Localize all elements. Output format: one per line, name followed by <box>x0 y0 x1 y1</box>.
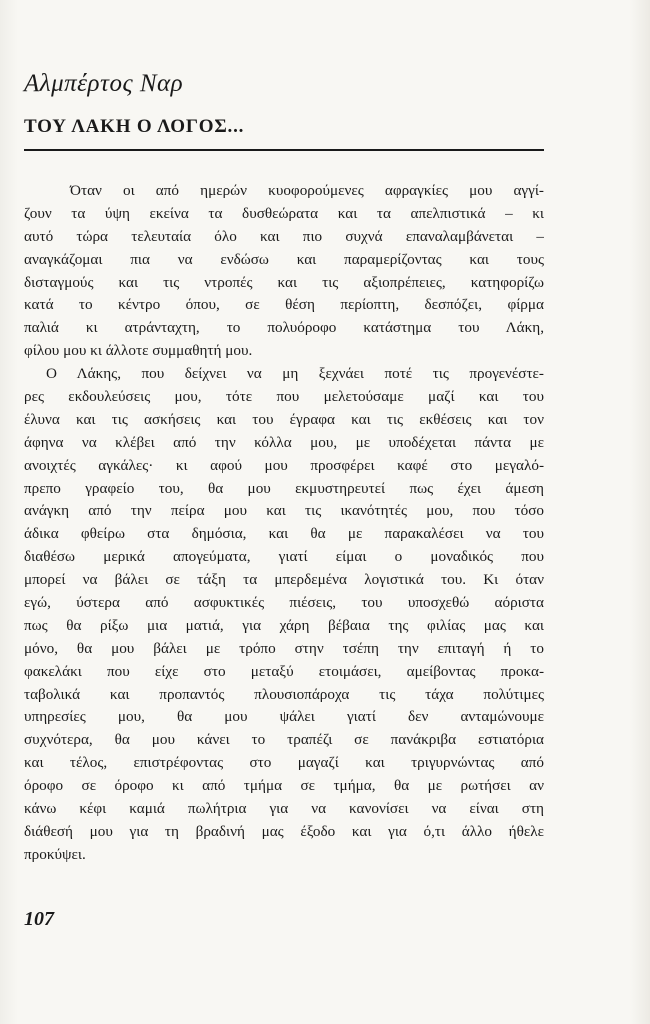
text-line: ανάγκη από την πείρα μου και τις ικανότητές μου, που τόσο <box>24 502 544 520</box>
text-line: έλυνα και τις ασκήσεις και του έγραφα και τις εκθέσεις και τον <box>24 410 544 428</box>
text-line: Όταν οι από ημερών κυοφορούμενες αφραγκίες μου αγγί- <box>70 182 544 199</box>
body-text <box>24 180 544 867</box>
text-line: ανοιχτές αγκάλες· κι αφού μου προσφέρει καφέ στο μεγαλό- <box>24 456 544 474</box>
text-line: άφηνα να κλέβει από την κόλλα μου, με υποδέχεται πάντα με <box>24 433 544 451</box>
text-line: πρεπο γραφείο του, θα μου εκμυστηρευτεί πως έχει άμεση <box>24 479 544 497</box>
text-line: φακελάκι που είχε στο μεταξύ ετοιμάσει, αμείβοντας προκα- <box>24 662 544 680</box>
text-line: διάθεσή μου για τη βραδινή μας έξοδο και για ό,τι άλλο ήθελε <box>24 822 544 840</box>
text-line: άδικα φθείρω στα δημόσια, και θα με παρακαλέσει να του <box>24 525 544 543</box>
chapter-title: ΤΟΥ ΛΑΚΗ Ο ΛΟΓΟΣ... <box>24 116 245 137</box>
text-line: διαθέσω μερικά απογεύματα, γιατί είμαι ο μοναδικός που <box>24 548 544 566</box>
text-line: υπηρεσίες μου, θα μου ψάλει γιατί δεν ανταμώνουμε <box>24 708 544 726</box>
text-line: αναγκάζομαι πια να ενδώσω και παραμερίζοντας και τους <box>24 250 544 268</box>
text-line: φίλου μου κι άλλοτε συμμαθητή μου. <box>24 342 253 360</box>
text-line: ρες εκδουλεύσεις μου, τότε που μελετούσαμε μαζί και του <box>24 388 544 406</box>
text-line: πως θα ρίξω μια ματιά, για χάρη βέβαια της φιλίας μας και <box>24 616 544 634</box>
text-line: ζουν τα ύψη εκείνα τα δυσθεώρατα και τα απελπιστικά – κι <box>24 204 544 222</box>
text-line: Ο Λάκης, που δείχνει να μη ξεχνάει ποτέ τις προγενέστε- <box>46 365 544 383</box>
text-line: κατά το κέντρο όπου, σε θέση περίοπτη, δεσπόζει, φίρμα <box>24 296 544 314</box>
text-line: και τέλος, επιστρέφοντας στο μαγαζί και τριγυρνώντας από <box>24 754 544 772</box>
text-line: κάνω κέφι καμιά πωλήτρια για να κανονίσει να είναι στη <box>24 800 544 818</box>
text-line: μόνο, θα μου βάλει με τρόπο στην τσέπη την επιταγή ή το <box>24 639 544 657</box>
page-number: 107 <box>24 908 54 930</box>
text-line: αυτό τώρα τελευταία όλο και πιο συχνά επαναλαμβάνεται – <box>24 227 544 245</box>
title-divider <box>24 149 544 151</box>
text-line: δισταγμούς και τις ντροπές και τις αξιοπρέπειες, κατηφορίζω <box>24 273 544 291</box>
text-line: εγώ, ύστερα από ασφυκτικές πιέσεις, του υποσχεθώ αόριστα <box>24 594 544 612</box>
text-line: μπορεί να βάλει σε τάξη τα μπερδεμένα λογιστικά του. Κι όταν <box>24 571 544 589</box>
author-name: Αλμπέρτος Ναρ <box>24 70 184 97</box>
text-line: παλιά κι ατράνταχτη, το πολυόροφο κατάστημα του Λάκη, <box>24 319 544 337</box>
text-line: προκύψει. <box>24 845 86 863</box>
text-line: όροφο σε όροφο κι από τμήμα σε τμήμα, θα με ρωτήσει αν <box>24 777 544 795</box>
text-line: ταβολικά και προπαντός πλουσιοπάροχα τις τάχα πολύτιμες <box>24 685 544 703</box>
text-line: συχνότερα, θα μου κάνει το τραπέζι σε πανάκριβα εστιατόρια <box>24 731 544 749</box>
